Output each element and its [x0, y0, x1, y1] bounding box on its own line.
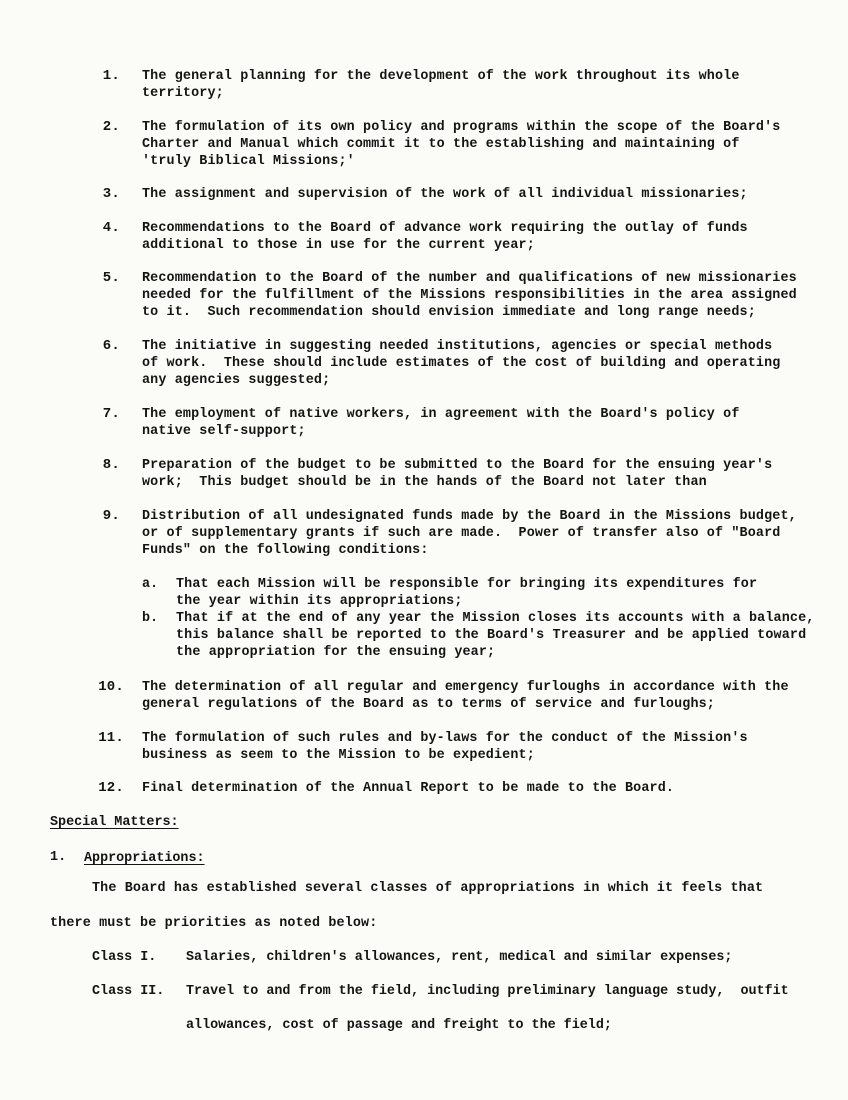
- list-item-text-line: Funds" on the following conditions:: [142, 543, 429, 558]
- list-item-text-line: The initiative in suggesting needed institutions, agencies or special methods: [142, 339, 773, 354]
- list-item-number: 12.: [98, 780, 124, 796]
- list-item-number: 9.: [102, 508, 120, 524]
- list-item-text-line: Recommendation to the Board of the number and qualifications of new missionaries: [142, 271, 797, 286]
- sub-list-item-label: b.: [142, 611, 159, 626]
- class-2-label: Class II.: [92, 984, 165, 999]
- sub-list-item-text-line: this balance shall be reported to the Board's Treasurer and be applied toward: [176, 628, 807, 643]
- list-item-text-line: Charter and Manual which commit it to the establishing and maintaining of: [142, 137, 740, 152]
- list-item-text-line: of work. These should include estimates of the cost of building and operating: [142, 356, 781, 371]
- sub-list-item-text-line: the appropriation for the ensuing year;: [176, 645, 496, 660]
- list-item-number: 7.: [102, 406, 120, 422]
- list-item-number: 8.: [102, 457, 120, 473]
- list-item-number: 4.: [102, 220, 120, 236]
- list-item-text-line: additional to those in use for the current year;: [142, 238, 535, 253]
- list-item-number: 1.: [102, 68, 120, 84]
- sub-list-item-text-line: That each Mission will be responsible for bringing its expenditures for: [176, 577, 758, 592]
- list-item-number: 10.: [98, 679, 124, 695]
- list-item-text-line: work; This budget should be in the hands of the Board not later than: [142, 475, 707, 490]
- list-item-number: 5.: [102, 270, 120, 286]
- list-item-text-line: any agencies suggested;: [142, 373, 331, 388]
- list-item-number: 2.: [102, 119, 120, 135]
- list-item-text-line: The assignment and supervision of the work of all individual missionaries;: [142, 187, 748, 202]
- list-item-text-line: Final determination of the Annual Report to be made to the Board.: [142, 781, 675, 796]
- appropriations-paragraph-line-1: The Board has established several classes of appropriations in which it feels that: [92, 881, 764, 896]
- list-item-text-line: general regulations of the Board as to terms of service and furloughs;: [142, 697, 715, 712]
- list-item-text-line: The general planning for the development of the work throughout its whole: [142, 69, 740, 84]
- class-2-text-line-2: allowances, cost of passage and freight to the field;: [186, 1018, 612, 1033]
- list-item-text-line: 'truly Biblical Missions;': [142, 154, 355, 169]
- list-item-text-line: to it. Such recommendation should envision immediate and long range needs;: [142, 305, 756, 320]
- list-item-number: 3.: [102, 186, 120, 202]
- class-1-text: Salaries, children's allowances, rent, medical and similar expenses;: [186, 950, 733, 965]
- list-item-number: 6.: [102, 338, 120, 354]
- sub-list-item-label: a.: [142, 577, 159, 592]
- appropriations-paragraph-line-2: there must be priorities as noted below:: [50, 916, 378, 931]
- class-2-text-line-1: Travel to and from the field, including preliminary language study, outfit: [186, 984, 789, 999]
- list-item-text-line: Preparation of the budget to be submitted to the Board for the ensuing year's: [142, 458, 773, 473]
- sub-list-item-text-line: That if at the end of any year the Mission closes its accounts with a balance,: [176, 611, 815, 626]
- list-item-text-line: business as seem to the Mission to be expedient;: [142, 748, 535, 763]
- list-item-text-line: Distribution of all undesignated funds made by the Board in the Missions budget,: [142, 509, 797, 524]
- list-item-text-line: The determination of all regular and emergency furloughs in accordance with the: [142, 680, 789, 695]
- list-item-text-line: native self-support;: [142, 424, 306, 439]
- list-item-text-line: The employment of native workers, in agreement with the Board's policy of: [142, 407, 740, 422]
- appropriations-number: 1.: [50, 850, 67, 865]
- list-item-text-line: territory;: [142, 86, 224, 101]
- list-item-text-line: The formulation of its own policy and programs within the scope of the Board's: [142, 120, 781, 135]
- list-item-text-line: needed for the fulfillment of the Missions responsibilities in the area assigned: [142, 288, 797, 303]
- list-item-text-line: or of supplementary grants if such are made. Power of transfer also of "Board: [142, 526, 781, 541]
- list-item-number: 11.: [98, 730, 124, 746]
- appropriations-heading: Appropriations:: [84, 851, 205, 866]
- special-matters-heading: Special Matters:: [50, 815, 179, 830]
- class-1-label: Class I.: [92, 950, 157, 965]
- sub-list-item-text-line: the year within its appropriations;: [176, 594, 463, 609]
- list-item-text-line: Recommendations to the Board of advance work requiring the outlay of funds: [142, 221, 748, 236]
- list-item-text-line: The formulation of such rules and by-laws for the conduct of the Mission's: [142, 731, 748, 746]
